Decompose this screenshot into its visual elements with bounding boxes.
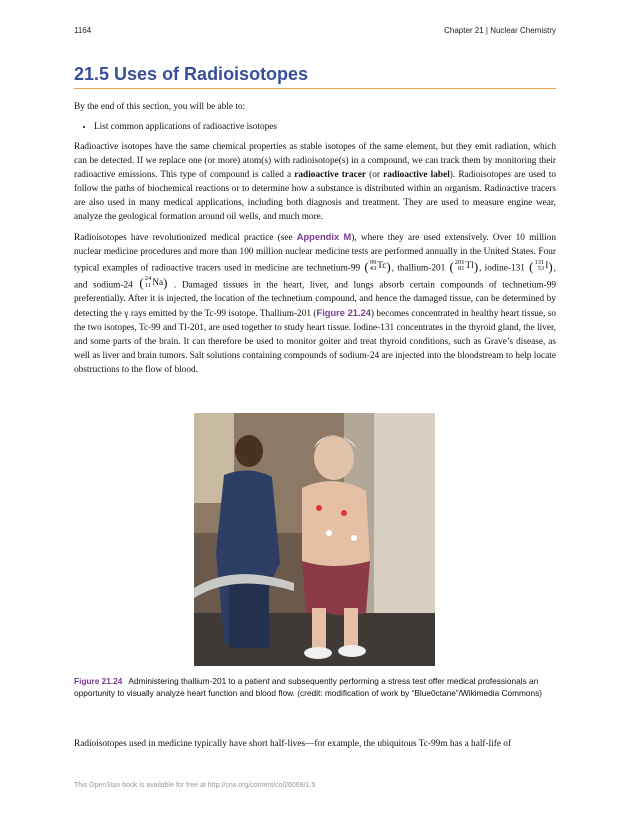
i-symbol: I xyxy=(545,261,549,271)
i-mass: 131 xyxy=(534,258,545,266)
tl-symbol: Tl xyxy=(465,261,474,271)
figure-caption xyxy=(74,676,556,699)
figure-label: Figure 21.24 xyxy=(74,676,123,686)
na-atomic: 11 xyxy=(144,281,152,289)
stress-test-photo xyxy=(194,413,435,666)
p1-text-1: Radioactive isotopes have the same chemical properties as stable isotopes of the same element, but they emit radiation, which can be detected. If we replace one (or more) atom(s) with radioisotope(s) in a compound, we can track them by monitoring their radioactive emissions. This type of compound is called a xyxy=(74,142,556,180)
p2-text-4: , iodine-131 xyxy=(479,263,529,274)
page-footer: This OpenStax book is available for free at http://cnx.org/content/col26069/1.5 xyxy=(74,782,316,789)
objectives-list xyxy=(74,120,556,134)
paragraph-1 xyxy=(74,140,556,224)
section-title: 21.5 Uses of Radioisotopes xyxy=(74,64,309,84)
term-radioactive-label: radioactive label xyxy=(383,170,450,180)
term-radioactive-tracer: radioactive tracer xyxy=(294,170,367,180)
p1-text-2: (or xyxy=(366,170,384,180)
na-mass: 24 xyxy=(144,275,152,282)
i-atomic: 53 xyxy=(537,265,545,272)
tl-atomic: 81 xyxy=(458,265,465,272)
p2-text-1: Radioisotopes have revolutionized medical practice (see xyxy=(74,233,297,243)
page-number: 1164 xyxy=(74,26,92,35)
nuclide-tl201: ( 201 81 Tl ) xyxy=(449,258,479,274)
na-symbol: Na xyxy=(152,277,164,288)
last-paragraph-line: Radioisotopes used in medicine typically have short half-lives—for example, the ubiquitous Tc-99m has a half-life of xyxy=(74,739,512,749)
p2-text-5: , and sodium-24 xyxy=(74,263,556,290)
nuclide-tc99: ( 99 43 Tc ) xyxy=(364,258,391,274)
appendix-m-link[interactable]: Appendix M xyxy=(296,232,352,242)
figure-21-24-link[interactable]: Figure 21.24 xyxy=(316,308,371,318)
nuclide-na24: ( 24 11 Na ) xyxy=(139,275,168,290)
objectives-intro: By the end of this section, you will be able to: xyxy=(74,102,246,112)
p2-text-2: ), where they are used extensively. Over 10 million nuclear medicine procedures and more than 100 million nuclear medicine tests are performed annually in the United States. Four typical examples of radioactive tracers used in medicine are technetium-99 xyxy=(74,233,556,274)
tl-mass: 201 xyxy=(454,258,465,266)
p2-text-7: ) becomes concentrated in healthy heart tissue, so the two isotopes, Tc-99 and Tl-201, are used together to study heart tissue. Iodine-131 concentrates in the thyroid gland, the liver, and some parts of the brain. It can therefore be used to monitor goiter and treat thyroid conditions, such as Grave’s disease, as well as liver and brain tumors. Salt solutions containing compounds of sodium-24 are injected into the bloodstream to help locate obstructions to the flow of blood. xyxy=(74,309,556,375)
objective-item: • List common applications of radioactive isotopes xyxy=(94,120,556,134)
body-text xyxy=(74,100,556,383)
chapter-header: Chapter 21 | Nuclear Chemistry xyxy=(444,26,556,35)
paragraph-2 xyxy=(74,230,556,377)
tc-symbol: Tc xyxy=(377,261,387,271)
figure-photo xyxy=(194,413,435,666)
figure-caption-text: Administering thallium-201 to a patient and subsequently performing a stress test offer medical professionals an opportunity to visually analyze heart function and blood flow. (credit: modification of work by “Blue0ctane”/Wikimedia Commons) xyxy=(74,676,543,698)
tc-mass: 99 xyxy=(369,258,377,266)
nuclide-i131: ( 131 53 I ) xyxy=(529,258,553,274)
p2-text-6: . Damaged tissues in the heart, liver, and lungs absorb certain compounds of technetium-99 preferentially. After it is injected, the location of the technetium compound, and hence the damaged tissue, can be determined by detecting the γ rays emitted by the Tc-99 isotope. Thallium-201 ( xyxy=(74,280,557,319)
p1-text-3: ). Radioisotopes are used to follow the paths of biochemical reactions or to determine how a substance is distributed within an organism. Radioactive tracers are also used in many medical applications, including both diagnosis and treatment. They are used to measure engine wear, analyze the geological formation around oil wells, and much more. xyxy=(74,170,556,222)
p2-text-3: , thallium-201 xyxy=(391,263,449,274)
tc-atomic: 43 xyxy=(369,265,377,272)
title-rule xyxy=(74,88,556,89)
